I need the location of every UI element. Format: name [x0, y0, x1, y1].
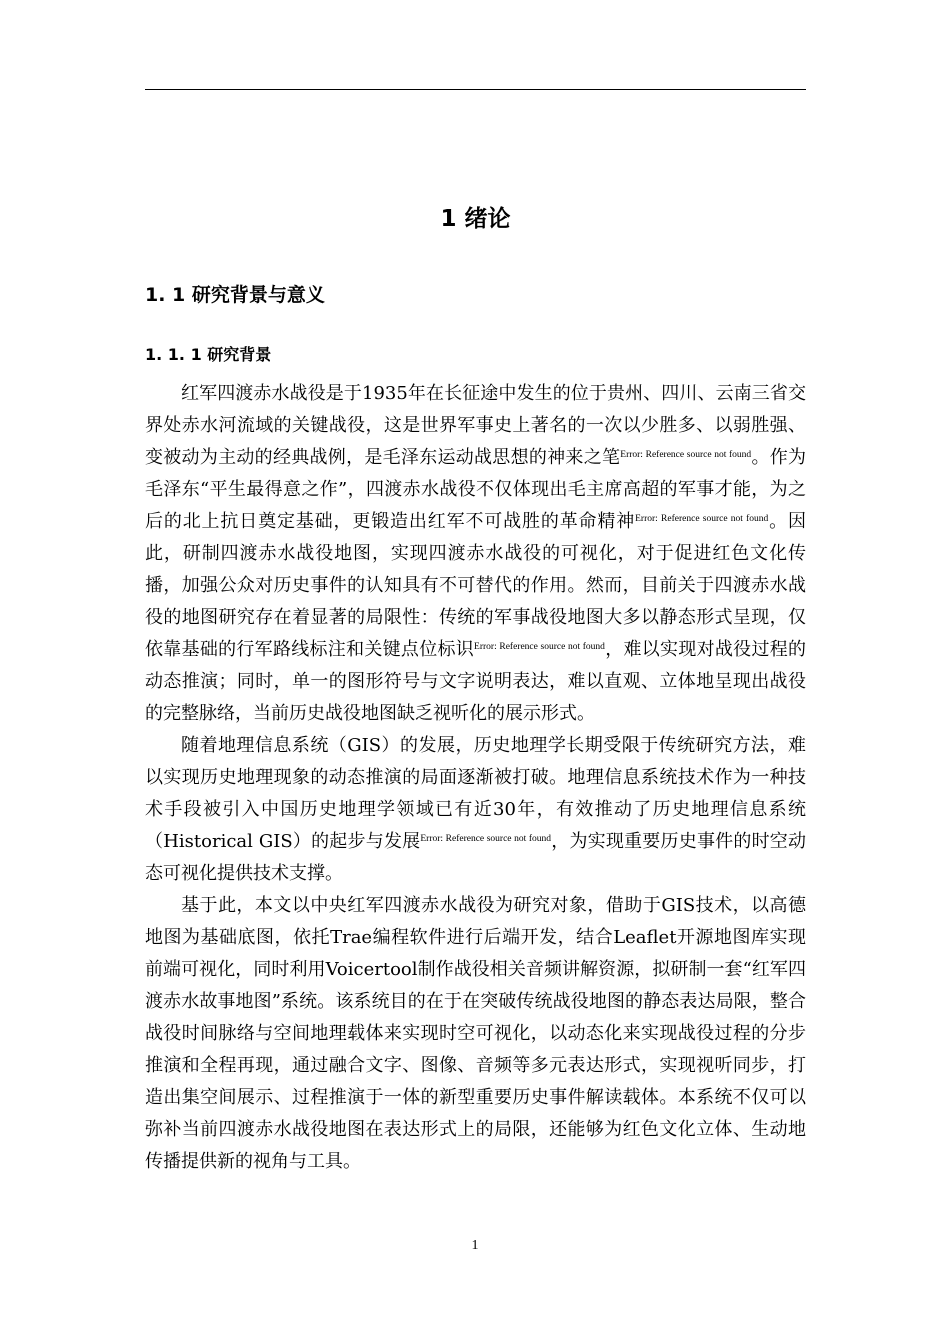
reference-error: Error: Reference source not found [420, 834, 552, 844]
text-run: 红军四渡赤水战役是于1935年在长征途中发生的位于贵州、四川、云南三省交界处赤水河流域的关键战役，这是世界军事史上著名的一次以少胜多、以弱胜强、变被动为主动的经典战例，是毛泽东运动战思想的神来之笔 [145, 383, 806, 468]
text-run: 。作为毛泽东“平生最得意之作”，四渡赤水战役不仅体现出毛主席高超的军事才能，为之后的北上抗日奠定基础，更锻造出红军不可战胜的革命精神 [145, 447, 807, 532]
text-run: 随着地理信息系统（GIS）的发展，历史地理学长期受限于传统研究方法，难以实现历史地理现象的动态推演的局面逐渐被打破。地理信息系统技术作为一种技术手段被引入中国历史地理学领域已有近30年，有效推动了历史地理信息系统（Historical GIS）的起步与发展 [145, 735, 806, 852]
body-text [145, 378, 806, 1178]
reference-error: Error: Reference source not found [620, 450, 752, 460]
header-rule [145, 89, 806, 90]
paragraph [145, 890, 806, 1178]
text-run: 基于此，本文以中央红军四渡赤水战役为研究对象，借助于GIS技术，以高德地图为基础底图，依托Trae编程软件进行后端开发，结合Leaflet开源地图库实现前端可视化，同时利用Voicertool制作战役相关音频讲解资源，拟研制一套“红军四渡赤水故事地图”系统。该系统目的在于在突破传统战役地图的静态表达局限，整合战役时间脉络与空间地理载体来实现时空可视化，以动态化来实现战役过程的分步推演和全程再现，通过融合文字、图像、音频等多元表达形式，实现视听同步，打造出集空间展示、过程推演于一体的新型重要历史事件解读载体。本系统不仅可以弥补当前四渡赤水战役地图在表达形式上的局限，还能够为红色文化立体、生动地传播提供新的视角与工具。 [145, 895, 806, 1172]
subsection-heading: 1. 1. 1 研究背景 [145, 345, 272, 364]
text-run: ，为实现重要历史事件的时空动态可视化提供技术支撑。 [145, 831, 807, 884]
chapter-title: 1 绪论 [440, 206, 511, 232]
paragraph [145, 378, 806, 730]
page-number: 1 [471, 1238, 479, 1253]
paragraph [145, 730, 806, 890]
section-heading: 1. 1 研究背景与意义 [145, 284, 325, 306]
text-run: ，难以实现对战役过程的动态推演；同时，单一的图形符号与文字说明表达，难以直观、立体地呈现出战役的完整脉络，当前历史战役地图缺乏视听化的展示形式。 [145, 639, 807, 724]
text-run: 。因此，研制四渡赤水战役地图，实现四渡赤水战役的可视化，对于促进红色文化传播，加强公众对历史事件的认知具有不可替代的作用。然而，目前关于四渡赤水战役的地图研究存在着显著的局限性：传统的军事战役地图大多以静态形式呈现，仅依靠基础的行军路线标注和关键点位标识 [145, 511, 807, 660]
reference-error: Error: Reference source not found [635, 514, 769, 524]
reference-error: Error: Reference source not found [474, 642, 605, 652]
